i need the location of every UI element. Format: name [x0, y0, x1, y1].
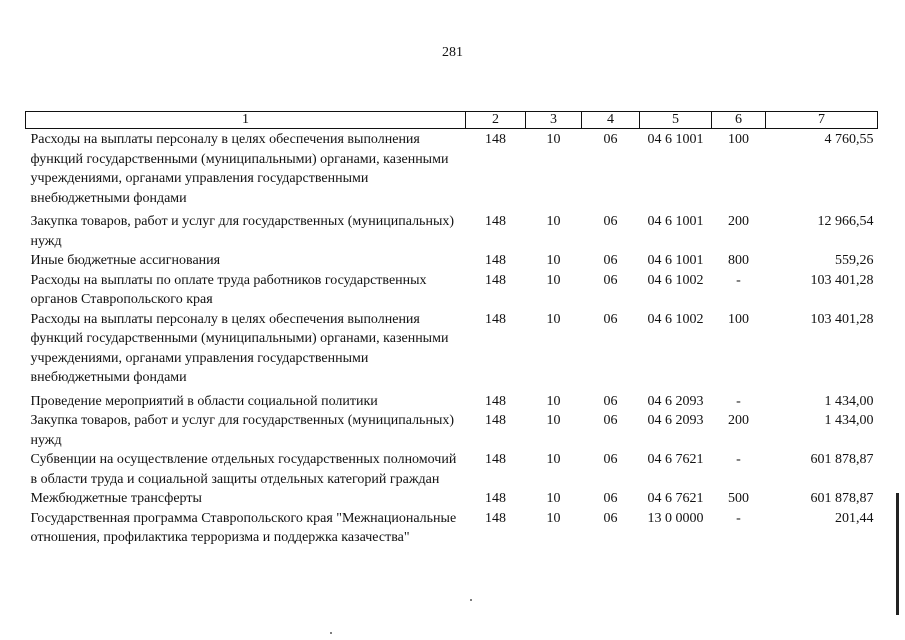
row-col-5: 04 6 7621 [647, 491, 704, 506]
row-col-2: 148 [485, 272, 506, 288]
row-col-6: - [736, 393, 741, 409]
row-col-3: 10 [546, 393, 561, 409]
row-col-4: 06 [603, 214, 618, 229]
row-col-2: 148 [485, 452, 506, 467]
scan-speck [330, 632, 332, 634]
row-name: Закупка товаров, работ и услуг для государственных (муниципальных) нужд [30, 413, 455, 448]
row-col-6: 800 [728, 253, 749, 268]
row-name: Субвенции на осуществление отдельных государственных полномочий в области труда и социальной защиты отдельных категорий граждан [30, 452, 457, 487]
budget-table [25, 111, 878, 548]
row-col-5: 04 6 1002 [647, 311, 704, 327]
row-col-6: - [736, 510, 741, 526]
row-col-4: 06 [603, 311, 618, 327]
row-col-2: 148 [485, 510, 506, 526]
row-col-2: 148 [485, 491, 506, 506]
row-col-4: 06 [603, 132, 618, 147]
row-col-5: 04 6 2093 [647, 413, 704, 428]
row-col-4: 06 [603, 491, 618, 506]
header-col-5: 5 [640, 112, 712, 129]
header-col-7: 7 [766, 112, 878, 129]
row-col-3: 10 [546, 253, 561, 268]
row-amount: 559,26 [835, 253, 874, 268]
row-amount: 103 401,28 [810, 272, 874, 288]
row-amount: 1 434,00 [824, 393, 874, 409]
table-row [26, 509, 878, 548]
row-col-6: 200 [728, 214, 749, 229]
header-col-3: 3 [526, 112, 582, 129]
row-amount: 12 966,54 [817, 214, 874, 229]
row-col-2: 148 [485, 132, 506, 147]
row-col-5: 04 6 1001 [647, 132, 704, 147]
row-name: Расходы на выплаты персоналу в целях обеспечения выполнения функций государственными (муниципальными) органами, казенными учреждениями, органами управления государственными внебюджетными фондами [30, 311, 449, 385]
row-col-3: 10 [546, 272, 561, 288]
table-row [26, 392, 878, 412]
row-col-3: 10 [546, 510, 561, 526]
row-col-4: 06 [603, 393, 618, 409]
row-col-5: 13 0 0000 [647, 510, 704, 526]
page-number: 281 [442, 45, 463, 60]
row-name: Расходы на выплаты по оплате труда работников государственных органов Ставропольского края [30, 272, 427, 307]
row-amount: 601 878,87 [810, 491, 874, 506]
header-col-6: 6 [712, 112, 766, 129]
table-row [26, 411, 878, 450]
table-row [26, 251, 878, 271]
row-name: Иные бюджетные ассигнования [30, 253, 221, 268]
row-col-2: 148 [485, 393, 506, 409]
row-col-3: 10 [546, 311, 561, 327]
row-amount: 601 878,87 [810, 452, 874, 467]
row-col-5: 04 6 2093 [647, 393, 704, 409]
table-body [26, 129, 878, 548]
row-col-5: 04 6 1002 [647, 272, 704, 288]
row-name: Расходы на выплаты персоналу в целях обеспечения выполнения функций государственными (муниципальными) органами, казенными учреждениями, органами управления государственными внебюджетными фондами [30, 132, 449, 206]
header-col-4: 4 [582, 112, 640, 129]
row-col-3: 10 [546, 491, 561, 506]
row-col-4: 06 [603, 413, 618, 428]
scan-speck [470, 599, 472, 601]
header-col-1: 1 [26, 112, 466, 129]
row-col-4: 06 [603, 272, 618, 288]
row-amount: 4 760,55 [824, 132, 874, 147]
table-row [26, 489, 878, 509]
row-col-4: 06 [603, 253, 618, 268]
row-col-6: - [736, 272, 741, 288]
table-row [26, 212, 878, 251]
row-col-6: 500 [728, 491, 749, 506]
table-row [26, 271, 878, 310]
row-col-2: 148 [485, 253, 506, 268]
row-col-5: 04 6 1001 [647, 214, 704, 229]
row-col-6: 100 [728, 311, 749, 327]
row-col-3: 10 [546, 132, 561, 147]
row-amount: 201,44 [835, 510, 874, 526]
row-col-4: 06 [603, 510, 618, 526]
table-header-row [26, 112, 878, 129]
table-header [26, 112, 878, 129]
row-col-6: 200 [728, 413, 749, 428]
row-name: Проведение мероприятий в области социальной политики [30, 393, 378, 409]
table-row [26, 129, 878, 213]
table-row [26, 450, 878, 489]
row-col-4: 06 [603, 452, 618, 467]
row-col-5: 04 6 1001 [647, 253, 704, 268]
row-col-3: 10 [546, 413, 561, 428]
table-row [26, 310, 878, 392]
row-name: Государственная программа Ставропольского края "Межнациональные отношения, профилактика терроризма и поддержка казачества" [30, 510, 457, 545]
row-name: Межбюджетные трансферты [30, 491, 202, 506]
row-name: Закупка товаров, работ и услуг для государственных (муниципальных) нужд [30, 214, 455, 249]
scan-edge-mark [896, 493, 899, 615]
row-col-6: 100 [728, 132, 749, 147]
row-amount: 1 434,00 [824, 413, 874, 428]
row-col-3: 10 [546, 214, 561, 229]
row-col-2: 148 [485, 311, 506, 327]
row-col-2: 148 [485, 413, 506, 428]
row-col-5: 04 6 7621 [647, 452, 704, 467]
row-col-2: 148 [485, 214, 506, 229]
row-amount: 103 401,28 [810, 311, 874, 327]
row-col-6: - [736, 452, 741, 467]
header-col-2: 2 [466, 112, 526, 129]
row-col-3: 10 [546, 452, 561, 467]
